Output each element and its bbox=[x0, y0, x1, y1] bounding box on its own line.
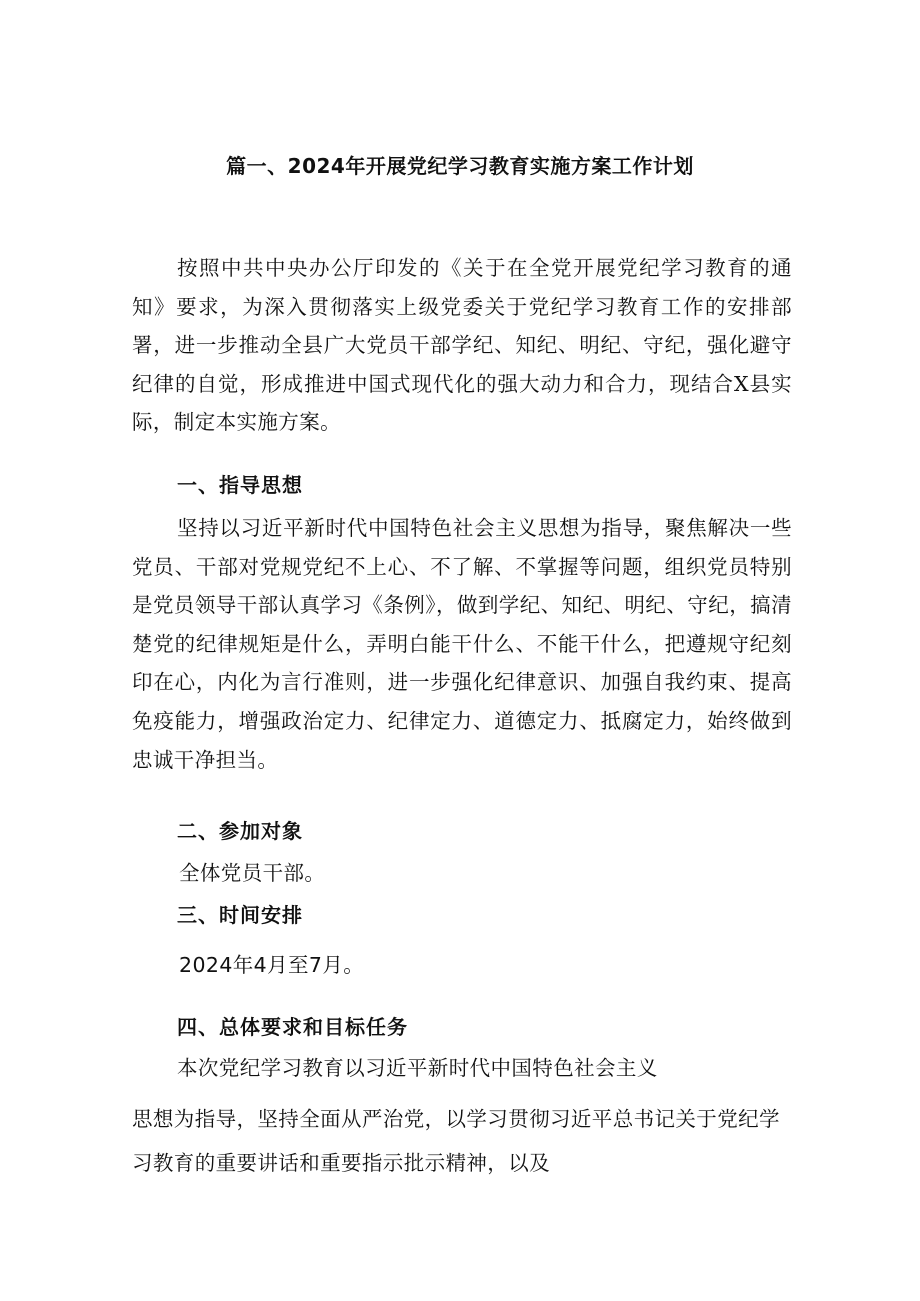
section-heading-requirements: 四、总体要求和目标任务 bbox=[177, 1015, 408, 1039]
section-body-participants: 全体党员干部。 bbox=[179, 861, 326, 885]
section-body-schedule: 2024年4月至7月。 bbox=[179, 953, 365, 977]
section-heading-guiding-ideology: 一、指导思想 bbox=[177, 473, 303, 497]
section-body-guiding-ideology: 坚持以习近平新时代中国特色社会主义思想为指导，聚焦解决一些党员、干部对党规党纪不上心、不了解、不掌握等问题，组织党员特别是党员领导干部认真学习《条例》，做到学纪、知纪、明纪、守纪，搞清楚党的纪律规矩是什么，弄明白能干什么、不能干什么，把遵规守纪刻印在心，内化为言行准则，进一步强化纪律意识、加强自我约束、提高免疫能力，增强政治定力、纪律定力、道德定力、抵腐定力，始终做到忠诚干净担当。 bbox=[132, 516, 792, 772]
document-title: 篇一、2024年开展党纪学习教育实施方案工作计划 bbox=[226, 154, 694, 178]
section-body-requirements-line-1: 本次党纪学习教育以习近平新时代中国特色社会主义 bbox=[177, 1056, 658, 1080]
intro-paragraph: 按照中共中央办公厅印发的《关于在全党开展党纪学习教育的通知》要求，为深入贯彻落实上级党委关于党纪学习教育工作的安排部署，进一步推动全县广大党员干部学纪、知纪、明纪、守纪，强化避守纪律的自觉，形成推进中国式现代化的强大动力和合力，现结合X县实际，制定本实施方案。 bbox=[132, 256, 792, 435]
section-heading-participants: 二、参加对象 bbox=[177, 819, 303, 843]
section-body-requirements-line-2: 思想为指导，坚持全面从严治党，以学习贯彻习近平总书记关于党纪学 bbox=[132, 1107, 780, 1131]
section-body-requirements-line-3: 习教育的重要讲话和重要指示批示精神，以及 bbox=[132, 1151, 550, 1175]
section-heading-schedule: 三、时间安排 bbox=[177, 903, 303, 927]
